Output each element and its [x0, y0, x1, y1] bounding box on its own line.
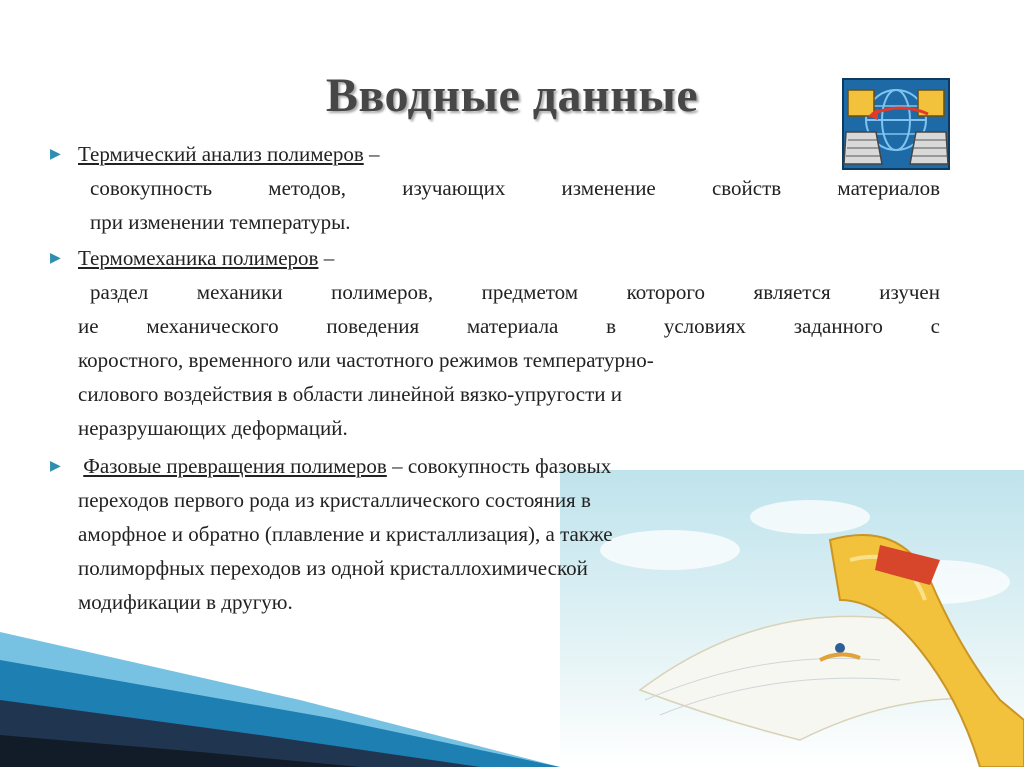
- list-item: [50, 241, 940, 445]
- triangle-right-icon: ▶: [50, 250, 61, 266]
- definition-line: ие механического поведения материала в условиях заданного с: [78, 314, 940, 338]
- definition-line: силового воздействия в области линейной вязко-упругости и: [78, 382, 623, 406]
- term-thermomechanics: Термомеханика полимеров: [78, 246, 319, 270]
- definition-line: при изменении температуры.: [90, 210, 351, 234]
- list-item: [50, 449, 940, 619]
- triangle-right-icon: ▶: [50, 146, 61, 162]
- definition-line: коростного, временного или частотного режимов температурно-: [78, 348, 654, 372]
- term-dash: –: [363, 142, 380, 166]
- triangle-right-icon: ▶: [50, 458, 61, 474]
- definition-line: полиморфных переходов из одной кристаллохимической: [78, 556, 588, 580]
- term-dash: –: [318, 246, 335, 270]
- definition-line: аморфное и обратно (плавление и кристаллизация), а также: [78, 522, 613, 546]
- page-title: Вводные данные: [325, 69, 699, 122]
- definition-line: раздел механики полимеров, предметом которого является изучен: [90, 280, 940, 304]
- definition-line: совокупность методов, изучающих изменение свойств материалов: [90, 176, 940, 200]
- term-thermal-analysis: Термический анализ полимеров: [78, 142, 364, 166]
- definition-line: модификации в другую.: [78, 590, 293, 614]
- list-item: [50, 137, 940, 239]
- term-phase-transitions: Фазовые превращения полимеров: [83, 454, 387, 478]
- definition-line: неразрушающих деформаций.: [78, 416, 348, 440]
- content-list: [50, 137, 940, 619]
- definition-line: переходов первого рода из кристаллического состояния в: [78, 488, 591, 512]
- term-rest: – совокупность фазовых: [386, 454, 612, 478]
